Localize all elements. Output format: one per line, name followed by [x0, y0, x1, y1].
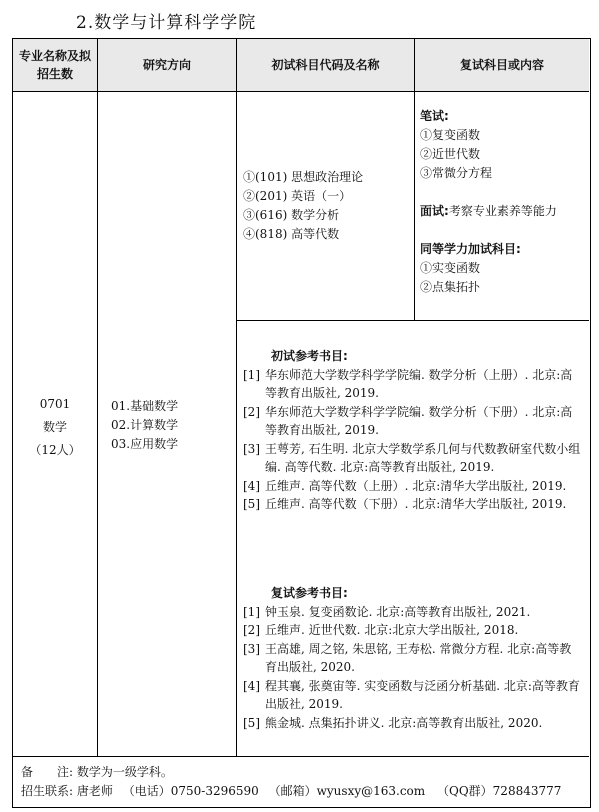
col-divider-2 — [236, 39, 237, 756]
reference-item: [1] 华东师范大学数学科学学院编. 数学分析（上册）. 北京:高等教育出版社, 2019. — [243, 367, 573, 400]
phone-label: （电话） — [122, 784, 171, 798]
direction-item: 01.基础数学 — [111, 399, 179, 413]
written-item: ①复变函数 — [420, 128, 481, 142]
contact-line — [21, 782, 561, 801]
reference-item: [2] 丘维声. 近世代数. 北京:北京大学出版社, 2018. — [243, 623, 519, 637]
reference-item: [5] 丘维声. 高等代数（下册）. 北京:清华大学出版社, 2019. — [243, 497, 567, 511]
major-name: 数学 — [42, 420, 67, 434]
prelim-subject: ③(616) 数学分析 — [243, 208, 340, 222]
col-divider-3 — [414, 39, 415, 320]
reference-item: [1] 钟玉泉. 复变函数论. 北京:高等教育出版社, 2021. — [243, 604, 531, 619]
email-value[interactable]: wyusxy@163.com — [316, 784, 426, 798]
contact-name: 唐老师 — [76, 784, 113, 798]
qq-value: 728843777 — [492, 784, 562, 798]
extra-item: ②点集拓扑 — [420, 280, 481, 294]
admissions-table — [12, 38, 591, 808]
major-info — [13, 395, 97, 460]
prelim-subject: ②(201) 英语（一） — [243, 189, 352, 203]
interview-line — [420, 202, 557, 221]
header-prelim: 初试科目代码及名称 — [237, 39, 414, 91]
written-item: ③常微分方程 — [420, 166, 493, 180]
extra-label: 同等学力加试科目: — [420, 242, 521, 256]
note-line — [21, 763, 561, 782]
prelim-references — [243, 347, 583, 514]
retest-refs-heading: 复试参考书目: — [271, 586, 348, 600]
reference-item: [3] 王萼芳, 石生明. 北京大学数学系几何与代数教研室代数小组编. 高等代数. 北京:高等教育出版社, 2019. — [243, 441, 581, 474]
major-quota: （12人） — [29, 443, 81, 457]
footer-divider — [13, 756, 589, 757]
header-major: 专业名称及拟招生数 — [13, 39, 97, 91]
header-retest: 复试科目或内容 — [415, 39, 589, 91]
reference-item: [4] 程其襄, 张奠宙等. 实变函数与泛函分析基础. 北京:高等教育出版社, 2019. — [243, 678, 580, 711]
direction-item: 02.计算数学 — [111, 418, 179, 432]
prelim-subject-list — [243, 168, 363, 244]
extra-item: ①实变函数 — [420, 261, 481, 275]
phone-value: 0750-3296590 — [170, 784, 259, 798]
written-item: ②近世代数 — [420, 147, 481, 161]
note-text: 数学为一级学科。 — [76, 765, 173, 779]
prelim-refs-heading: 初试参考书目: — [271, 349, 348, 363]
reference-item: [5] 熊金城. 点集拓扑讲义. 北京:高等教育出版社, 2020. — [243, 715, 543, 730]
header-direction: 研究方向 — [98, 39, 236, 91]
email-label: （邮箱） — [268, 784, 317, 798]
retest-content — [420, 107, 557, 297]
header-divider — [13, 91, 589, 92]
retest-references — [243, 584, 583, 732]
note-label: 备 注: — [21, 765, 74, 779]
refs-divider — [236, 320, 589, 321]
footer — [21, 763, 561, 801]
page-title: 2.数学与计算科学学院 — [76, 13, 257, 33]
reference-item: [3] 王高雄, 周之铭, 朱思铭, 王寿松. 常微分方程. 北京:高等教育出版社, 2020. — [243, 641, 572, 674]
interview-text: 考察专业素养等能力 — [448, 204, 557, 218]
reference-item: [2] 华东师范大学数学科学学院编. 数学分析（下册）. 北京:高等教育出版社, 2019. — [243, 404, 573, 437]
contact-label: 招生联系: — [21, 784, 74, 798]
interview-label: 面试: — [420, 204, 449, 218]
written-label: 笔试: — [420, 109, 449, 123]
major-code: 0701 — [39, 397, 71, 411]
prelim-subject: ④(818) 高等代数 — [243, 227, 340, 241]
reference-item: [4] 丘维声. 高等代数（上册）. 北京:清华大学出版社, 2019. — [243, 478, 567, 493]
col-divider-1 — [97, 39, 98, 756]
direction-item: 03.应用数学 — [111, 437, 179, 451]
direction-list — [111, 397, 178, 454]
qq-label: （QQ群） — [436, 784, 493, 798]
prelim-subject: ①(101) 思想政治理论 — [243, 170, 364, 184]
